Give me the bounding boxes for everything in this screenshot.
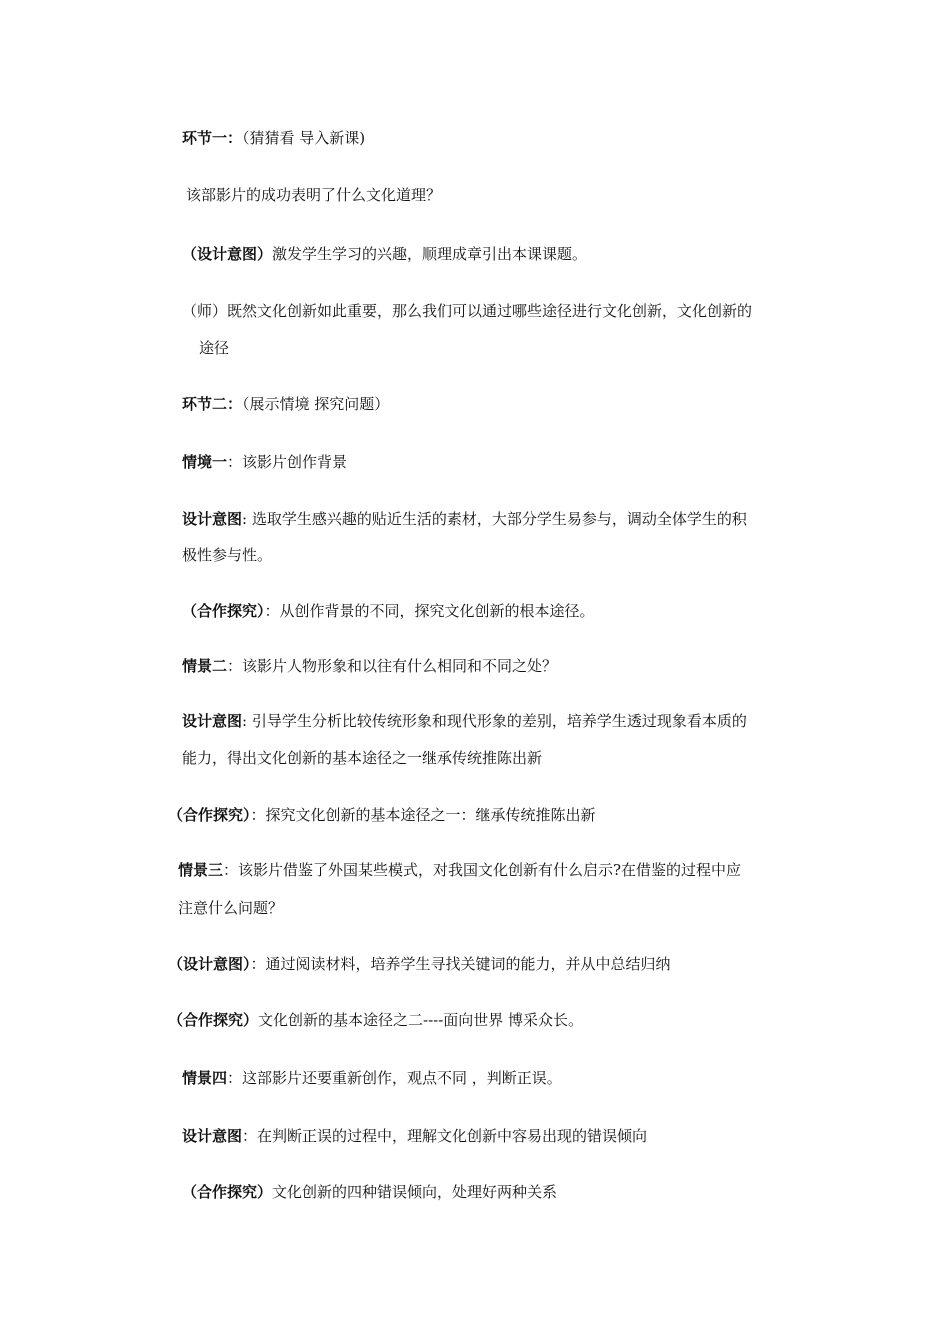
scenario-three-text-2: 注意什么问题？ [178,899,284,917]
cooperative-inquiry-1 [182,601,595,621]
design-intent-1 [182,244,587,264]
design-intent-3-text-1: : 引导学生分析比较传统形象和现代形象的差别，培养学生透过现象看本质的 [242,712,747,730]
section-two-heading [182,394,389,414]
design-intent-1-text: 激发学生学习的兴趣，顺理成章引出本课课题。 [272,245,588,263]
cooperative-inquiry-1-label: （合作探究） [182,602,265,620]
design-intent-3-line2 [182,748,542,768]
cooperative-inquiry-2-text: ：探究文化创新的基本途径之一：继承传统推陈出新 [250,806,596,824]
scenario-one [182,452,347,472]
intro-question [186,185,441,205]
design-intent-2-label: 设计意图 [182,510,243,528]
cooperative-inquiry-4-label: （合作探究） [182,1183,273,1201]
cooperative-inquiry-2-label: （合作探究） [168,806,251,824]
teacher-question-line1 [182,301,752,321]
design-intent-5-label: 设计意图 [182,1127,243,1145]
section-one-title: （猜猜看 导入新课) [242,129,366,147]
section-one-label: 环节一： [182,129,243,147]
design-intent-4 [168,954,671,974]
scenario-three-line1 [178,860,741,880]
scenario-three-label: 情景三 [178,861,224,879]
teacher-question-text-2: 途径 [199,339,230,357]
cooperative-inquiry-4-text: 文化创新的四种错误倾向，处理好两种关系 [272,1183,558,1201]
design-intent-2-text-2: 极性参与性。 [182,546,273,564]
design-intent-3-line1 [182,711,747,731]
cooperative-inquiry-3 [168,1010,583,1030]
design-intent-2-line1 [182,509,747,529]
cooperative-inquiry-3-text: 文化创新的基本途径之二----面向世界 博采众长。 [258,1011,584,1029]
cooperative-inquiry-4 [182,1182,557,1202]
design-intent-4-label: （设计意图） [168,955,251,973]
design-intent-5 [182,1126,647,1146]
design-intent-2-line2 [182,545,272,565]
cooperative-inquiry-1-text: ：从创作背景的不同，探究文化创新的根本途径。 [264,602,595,620]
scenario-two-text: ：该影片人物形象和以往有什么相同和不同之处？ [227,657,558,675]
scenario-four-text: ：这部影片还要重新创作，观点不同 ，判断正误。 [227,1069,562,1087]
design-intent-3-text-2: 能力，得出文化创新的基本途径之一继承传统推陈出新 [182,749,543,767]
teacher-question-text-1: （师）既然文化创新如此重要，那么我们可以通过哪些途径进行文化创新，文化创新的 [182,302,753,320]
scenario-four [182,1068,562,1088]
design-intent-2-text-1: : 选取学生感兴趣的贴近生活的素材，大部分学生易参与，调动全体学生的积 [242,510,747,528]
design-intent-1-label: （设计意图） [182,245,273,263]
teacher-question-line2 [199,338,229,358]
scenario-two [182,656,557,676]
section-two-title: （展示情境 探究问题） [242,395,390,413]
scenario-three-text-1: ：该影片借鉴了外国某些模式，对我国文化创新有什么启示?在借鉴的过程中应 [223,861,742,879]
scenario-two-label: 情景二 [182,657,228,675]
section-two-label: 环节二： [182,395,243,413]
cooperative-inquiry-3-label: （合作探究） [168,1011,259,1029]
design-intent-5-text: ：在判断正误的过程中，理解文化创新中容易出现的错误倾向 [242,1127,648,1145]
scenario-one-text: ：该影片创作背景 [227,453,348,471]
design-intent-4-text: ：通过阅读材料，培养学生寻找关键词的能力，并从中总结归纳 [250,955,671,973]
scenario-three-line2 [178,898,283,918]
cooperative-inquiry-2 [168,805,596,825]
section-one-heading [182,128,365,148]
scenario-one-label: 情境一 [182,453,228,471]
design-intent-3-label: 设计意图 [182,712,243,730]
intro-question-text: 该部影片的成功表明了什么文化道理？ [186,186,442,204]
scenario-four-label: 情景四 [182,1069,228,1087]
